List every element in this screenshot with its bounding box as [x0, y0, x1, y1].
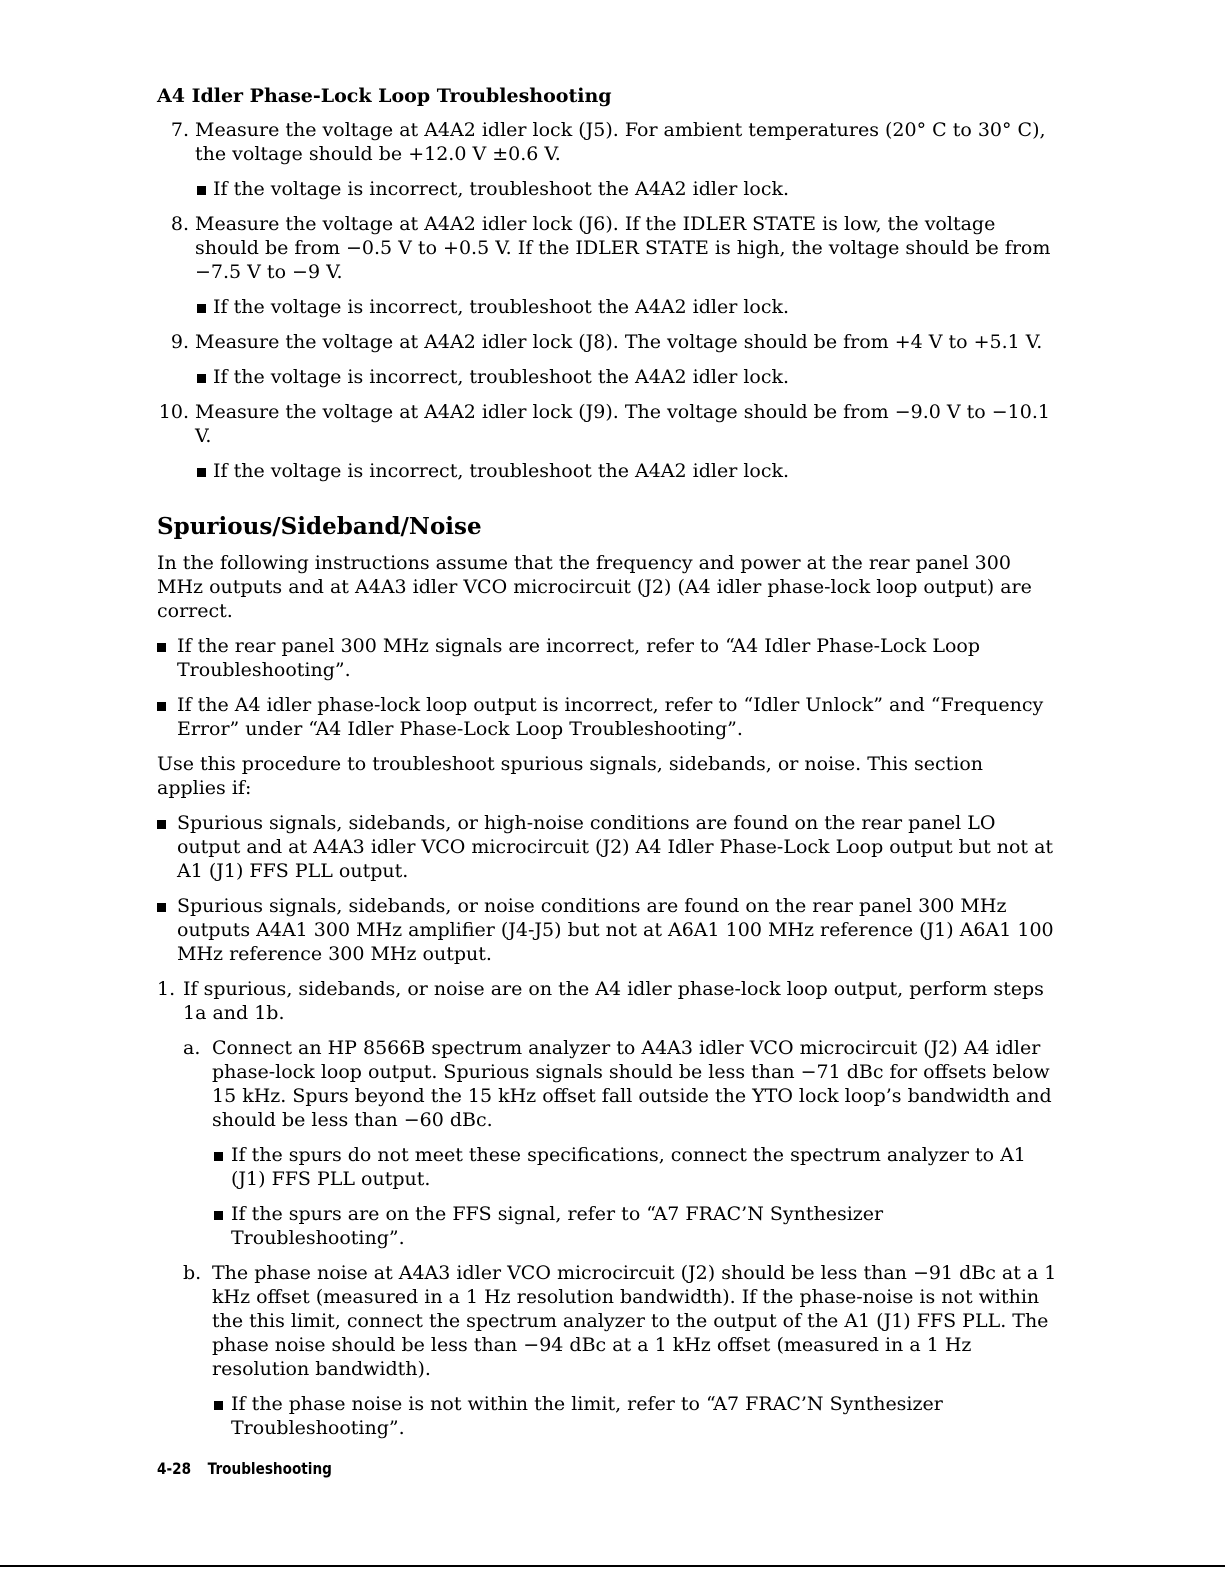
document-page	[157, 84, 1057, 1451]
bullet-text: Spurious signals, sidebands, or high-noise conditions are found on the rear panel LO output and at A4A3 idler VCO microcircuit (J2) A4 Idler Phase-Lock Loop output but not at A1 (J1) FFS PLL output.	[177, 812, 1054, 882]
bullet-text: If the spurs are on the FFS signal, refer to “A7 FRAC’N Synthesizer Troubleshooting”.	[231, 1203, 884, 1249]
bullet-text: If the spurs do not meet these specifications, connect the spectrum analyzer to A1 (J1) FFS PLL output.	[231, 1144, 1026, 1190]
substep-a-bullet	[157, 1143, 1057, 1191]
step-8-bullet	[157, 295, 1057, 319]
bullet-text: Spurious signals, sidebands, or noise conditions are found on the rear panel 300 MHz outputs A4A1 300 MHz amplifier (J4-J5) but not at A6A1 100 MHz reference (J1) A6A1 100 MHz reference 300 MHz output.	[177, 895, 1054, 965]
square-bullet-icon	[214, 1401, 223, 1410]
step-number: 7.	[170, 119, 189, 141]
square-bullet-icon	[197, 304, 206, 313]
intro-bullet	[157, 634, 1057, 682]
spurious-step-1	[157, 977, 1057, 1025]
chapter-name: Troubleshooting	[207, 1459, 332, 1478]
square-bullet-icon	[157, 702, 166, 711]
square-bullet-icon	[157, 903, 166, 912]
step-9	[157, 330, 1057, 354]
square-bullet-icon	[197, 468, 206, 477]
bullet-text: If the voltage is incorrect, troubleshoot the A4A2 idler lock.	[213, 178, 790, 200]
bottom-rule	[0, 1565, 1225, 1567]
section-heading-a4: A4 Idler Phase-Lock Loop Troubleshooting	[157, 85, 612, 107]
square-bullet-icon	[157, 643, 166, 652]
bullet-text: If the A4 idler phase-lock loop output is incorrect, refer to “Idler Unlock” and “Frequency Error” under “A4 Idler Phase-Lock Loop Troubleshooting”.	[177, 694, 1044, 740]
substep-b	[157, 1261, 1057, 1381]
square-bullet-icon	[157, 820, 166, 829]
substep-label: b.	[183, 1262, 202, 1284]
step-9-bullet	[157, 365, 1057, 389]
substep-a	[157, 1036, 1057, 1132]
square-bullet-icon	[214, 1211, 223, 1220]
applies-bullet	[157, 894, 1057, 966]
step-text: If spurious, sidebands, or noise are on the A4 idler phase-lock loop output, perform steps 1a and 1b.	[183, 978, 1044, 1024]
substep-text: The phase noise at A4A3 idler VCO microcircuit (J2) should be less than −91 dBc at a 1 kHz offset (measured in a 1 Hz resolution bandwidth). If the phase-noise is not within the this limit, connect the spectrum analyzer to the output of the A1 (J1) FFS PLL. The phase noise should be less than −94 dBc at a 1 kHz offset (measured in a 1 Hz resolution bandwidth).	[212, 1262, 1057, 1380]
step-text: Measure the voltage at A4A2 idler lock (J9). The voltage should be from −9.0 V to −10.1 V.	[195, 401, 1050, 447]
bullet-text: If the rear panel 300 MHz signals are incorrect, refer to “A4 Idler Phase-Lock Loop Troubleshooting”.	[177, 635, 980, 681]
section-heading-spurious: Spurious/Sideband/Noise	[157, 513, 482, 540]
square-bullet-icon	[197, 186, 206, 195]
step-8	[157, 212, 1057, 284]
step-number: 9.	[170, 331, 189, 353]
bullet-text: If the phase noise is not within the limit, refer to “A7 FRAC’N Synthesizer Troubleshooting”.	[231, 1393, 943, 1439]
substep-label: a.	[183, 1037, 201, 1059]
bullet-text: If the voltage is incorrect, troubleshoot the A4A2 idler lock.	[213, 460, 790, 482]
step-7	[157, 118, 1057, 166]
step-text: Measure the voltage at A4A2 idler lock (J5). For ambient temperatures (20° C to 30° C), the voltage should be +12.0 V ±0.6 V.	[195, 119, 1046, 165]
substep-text: Connect an HP 8566B spectrum analyzer to A4A3 idler VCO microcircuit (J2) A4 idler phase-lock loop output. Spurious signals should be less than −71 dBc for offsets below 15 kHz. Spurs beyond the 15 kHz offset fall outside the YTO lock loop’s bandwidth and should be less than −60 dBc.	[212, 1037, 1052, 1131]
step-number: 1.	[157, 978, 176, 1000]
step-10	[157, 400, 1057, 448]
step-10-bullet	[157, 459, 1057, 483]
page-number: 4-28	[157, 1459, 192, 1478]
intro-bullet	[157, 693, 1057, 741]
applies-bullet	[157, 811, 1057, 883]
step-number: 8.	[170, 213, 189, 235]
square-bullet-icon	[197, 374, 206, 383]
step-text: Measure the voltage at A4A2 idler lock (J6). If the IDLER STATE is low, the voltage should be from −0.5 V to +0.5 V. If the IDLER STATE is high, the voltage should be from −7.5 V to −9 V.	[195, 213, 1051, 283]
substep-a-bullet	[157, 1202, 1057, 1250]
step-7-bullet	[157, 177, 1057, 201]
substep-b-bullet	[157, 1392, 1057, 1440]
page-footer	[157, 1459, 344, 1478]
square-bullet-icon	[214, 1152, 223, 1161]
step-text: Measure the voltage at A4A2 idler lock (J8). The voltage should be from +4 V to +5.1 V.	[195, 331, 1043, 353]
bullet-text: If the voltage is incorrect, troubleshoot the A4A2 idler lock.	[213, 366, 790, 388]
intro-paragraph: In the following instructions assume that the frequency and power at the rear panel 300 MHz outputs and at A4A3 idler VCO microcircuit (J2) (A4 idler phase-lock loop output) are correct.	[157, 552, 1032, 622]
step-number: 10.	[158, 401, 189, 423]
bullet-text: If the voltage is incorrect, troubleshoot the A4A2 idler lock.	[213, 296, 790, 318]
use-paragraph: Use this procedure to troubleshoot spurious signals, sidebands, or noise. This section applies if:	[157, 753, 984, 799]
